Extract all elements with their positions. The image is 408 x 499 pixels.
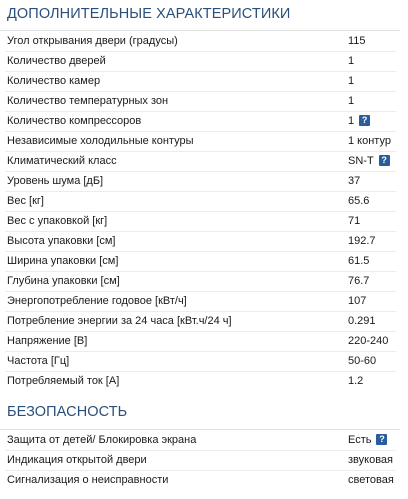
spec-value-text: Есть bbox=[348, 434, 372, 446]
spec-row bbox=[0, 131, 408, 151]
spec-label: Количество компрессоров bbox=[7, 115, 142, 127]
help-icon[interactable]: ? bbox=[359, 115, 370, 126]
spec-value: 0.291 bbox=[348, 315, 376, 327]
spec-value: 1 bbox=[348, 55, 355, 67]
spec-row bbox=[0, 31, 408, 51]
spec-row bbox=[0, 371, 408, 391]
spec-row bbox=[0, 91, 408, 111]
spec-label: Глубина упаковки [см] bbox=[7, 275, 120, 287]
spec-row bbox=[0, 71, 408, 91]
spec-value: 1 контур bbox=[348, 135, 391, 147]
help-icon[interactable]: ? bbox=[376, 434, 387, 445]
spec-value: 220-240 bbox=[348, 335, 389, 347]
spec-value: звуковая bbox=[348, 454, 393, 466]
spec-value: 107 bbox=[348, 295, 367, 307]
spec-label: Количество дверей bbox=[7, 55, 106, 67]
spec-row bbox=[0, 430, 408, 450]
spec-label: Климатический класс bbox=[7, 155, 117, 167]
spec-row bbox=[0, 111, 408, 131]
spec-row bbox=[0, 151, 408, 171]
spec-label: Частота [Гц] bbox=[7, 355, 70, 367]
spec-label: Индикация открытой двери bbox=[7, 454, 147, 466]
spec-label: Энергопотребление годовое [кВт/ч] bbox=[7, 295, 187, 307]
spec-label: Высота упаковки [см] bbox=[7, 235, 116, 247]
spec-value: 1.2 bbox=[348, 375, 364, 387]
spec-value: 71 bbox=[348, 215, 361, 227]
spec-value: 192.7 bbox=[348, 235, 376, 247]
spec-label: Угол открывания двери (градусы) bbox=[7, 35, 178, 47]
spec-label: Ширина упаковки [см] bbox=[7, 255, 119, 267]
spec-label: Потребляемый ток [А] bbox=[7, 375, 120, 387]
spec-value bbox=[348, 111, 370, 131]
spec-row bbox=[0, 470, 408, 490]
spec-row bbox=[0, 51, 408, 71]
spec-row bbox=[0, 291, 408, 311]
spec-value bbox=[348, 151, 390, 171]
spec-value: 37 bbox=[348, 175, 361, 187]
spec-row bbox=[0, 311, 408, 331]
spec-value: 1 bbox=[348, 95, 355, 107]
spec-value: 115 bbox=[348, 35, 366, 47]
spec-label: Независимые холодильные контуры bbox=[7, 135, 194, 147]
spec-label: Количество температурных зон bbox=[7, 95, 169, 107]
spec-label: Уровень шума [дБ] bbox=[7, 175, 104, 187]
spec-value: 65.6 bbox=[348, 195, 370, 207]
spec-value bbox=[348, 430, 387, 450]
help-icon[interactable]: ? bbox=[379, 155, 390, 166]
spec-row bbox=[0, 251, 408, 271]
spec-row bbox=[0, 211, 408, 231]
spec-row bbox=[0, 171, 408, 191]
spec-value-text: 1 bbox=[348, 115, 355, 127]
spec-label: Вес с упаковкой [кг] bbox=[7, 215, 108, 227]
spec-row bbox=[0, 351, 408, 371]
spec-row bbox=[0, 450, 408, 470]
spec-row bbox=[0, 191, 408, 211]
spec-row bbox=[0, 271, 408, 291]
spec-value-text: SN-T bbox=[348, 155, 374, 167]
section-title-characteristics: ДОПОЛНИТЕЛЬНЫЕ ХАРАКТЕРИСТИКИ bbox=[7, 6, 291, 22]
spec-label: Напряжение [В] bbox=[7, 335, 88, 347]
spec-row bbox=[0, 331, 408, 351]
spec-value: 1 bbox=[348, 75, 355, 87]
spec-value: 50-60 bbox=[348, 355, 377, 367]
spec-label: Вес [кг] bbox=[7, 195, 44, 207]
spec-value: 76.7 bbox=[348, 275, 370, 287]
spec-label: Потребление энергии за 24 часа [кВт.ч/24 ч] bbox=[7, 315, 232, 327]
spec-label: Сигнализация о неисправности bbox=[7, 474, 169, 486]
spec-label: Количество камер bbox=[7, 75, 101, 87]
spec-row bbox=[0, 231, 408, 251]
spec-value: 61.5 bbox=[348, 255, 370, 267]
section-title-safety: БЕЗОПАСНОСТЬ bbox=[7, 404, 128, 420]
spec-value: световая bbox=[348, 474, 394, 486]
spec-label: Защита от детей/ Блокировка экрана bbox=[7, 434, 197, 446]
